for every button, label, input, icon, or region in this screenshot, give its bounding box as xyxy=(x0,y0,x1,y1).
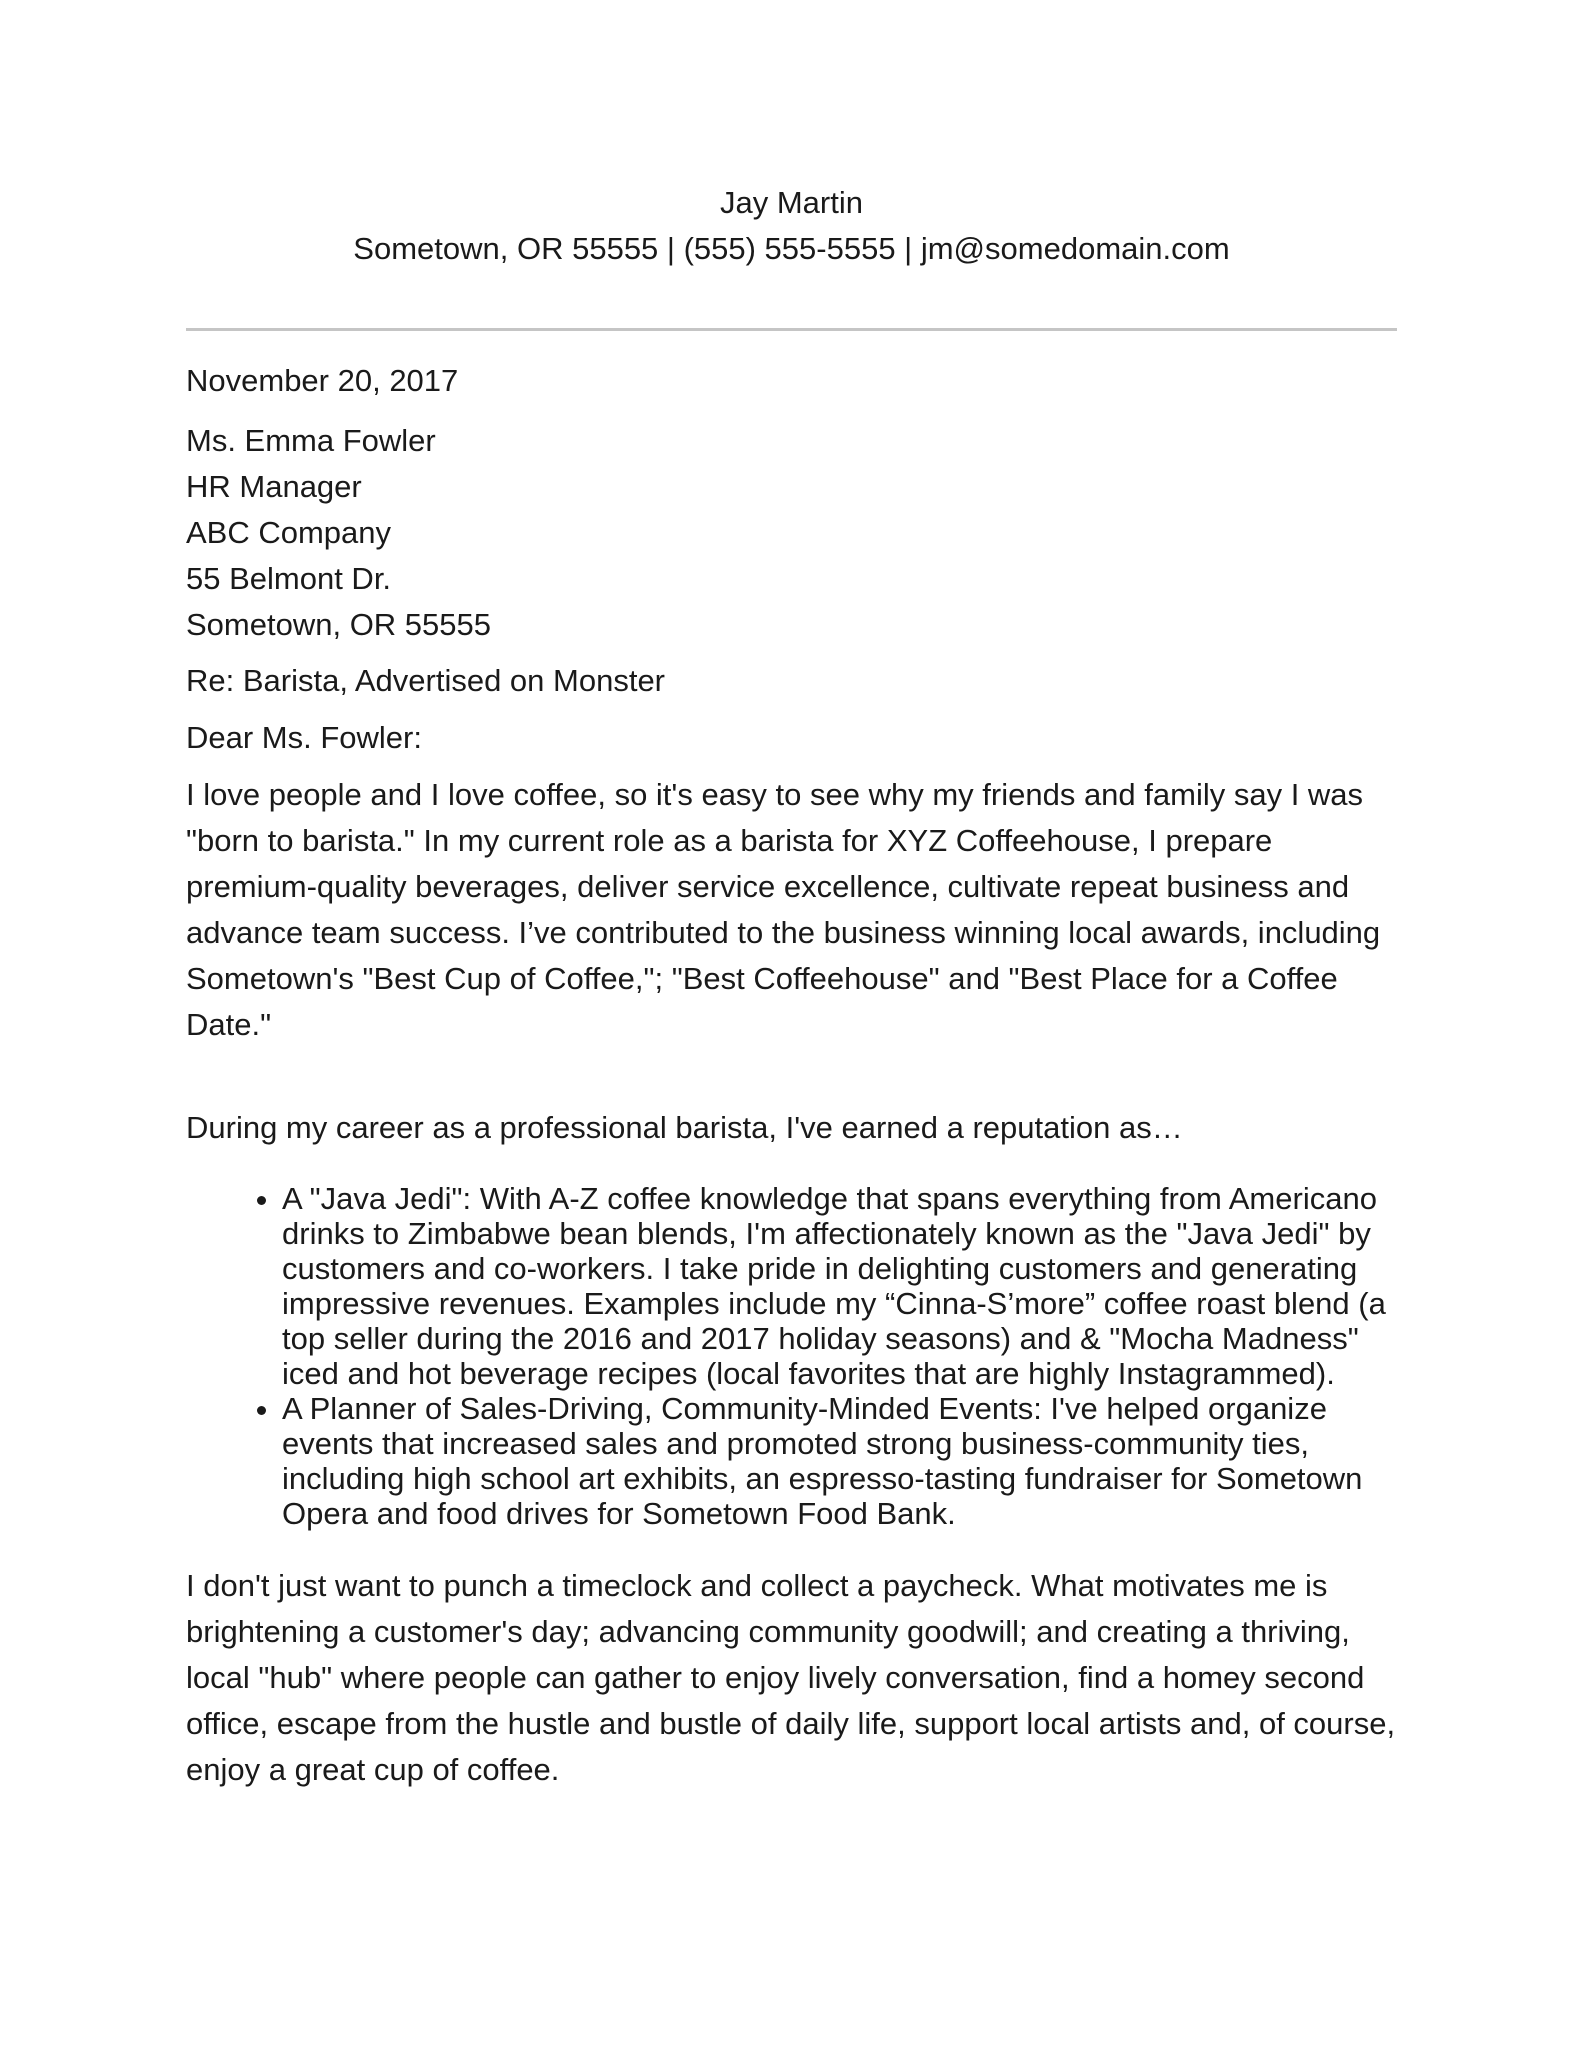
recipient-title: HR Manager xyxy=(186,469,362,504)
recipient-company: ABC Company xyxy=(186,515,392,550)
recipient-name: Ms. Emma Fowler xyxy=(186,423,436,458)
bullet-event-planner: • A Planner of Sales-Driving, Community-Minded Events: I've helped organize events that increased sales and promoted strong business-community ties, including high school art exhibits, an espresso-tasting fundraiser for Sometown Opera and food drives for Sometown Food Bank. xyxy=(282,1391,1397,1531)
bullet-java-jedi: • A "Java Jedi": With A-Z coffee knowledge that spans everything from Americano drinks to Zimbabwe bean blends, I'm affectionately known as the "Java Jedi" by customers and co-workers. I take pride in delighting customers and generating impressive revenues. Examples include my “Cinna-S’more” coffee roast blend (a top seller during the 2016 and 2017 holiday seasons) and & "Mocha Madness" iced and hot beverage recipes (local favorites that are highly Instagrammed). xyxy=(282,1181,1397,1391)
letter-body xyxy=(186,358,1397,1793)
paragraph-reputation: During my career as a professional barista, I've earned a reputation as… xyxy=(186,1110,1183,1145)
date-line: November 20, 2017 xyxy=(186,363,459,398)
recipient-address-block xyxy=(186,418,1397,648)
paragraph-intro: I love people and I love coffee, so it's easy to see why my friends and family say I was "born to barista." In my current role as a barista for XYZ Coffeehouse, I prepare premium-quality beverages, deliver service excellence, cultivate repeat business and advance team success. I’ve contributed to the business winning local awards, including Sometown's "Best Cup of Coffee,"; "Best Coffeehouse" and "Best Place for a Coffee Date." xyxy=(186,777,1381,1042)
letterhead xyxy=(186,180,1397,272)
recipient-city: Sometown, OR 55555 xyxy=(186,607,492,642)
sender-contact-line: Sometown, OR 55555 | (555) 555-5555 | jm@somedomain.com xyxy=(353,231,1230,266)
sender-name: Jay Martin xyxy=(720,185,863,220)
recipient-street: 55 Belmont Dr. xyxy=(186,561,392,596)
subject-line: Re: Barista, Advertised on Monster xyxy=(186,663,666,698)
salutation: Dear Ms. Fowler: xyxy=(186,720,422,755)
letterhead-divider xyxy=(186,328,1397,331)
qualities-list xyxy=(186,1181,1397,1531)
paragraph-motivation: I don't just want to punch a timeclock and collect a paycheck. What motivates me is brightening a customer's day; advancing community goodwill; and creating a thriving, local "hub" where people can gather to enjoy lively conversation, find a homey second office, escape from the hustle and bustle of daily life, support local artists and, of course, enjoy a great cup of coffee. xyxy=(186,1568,1396,1787)
